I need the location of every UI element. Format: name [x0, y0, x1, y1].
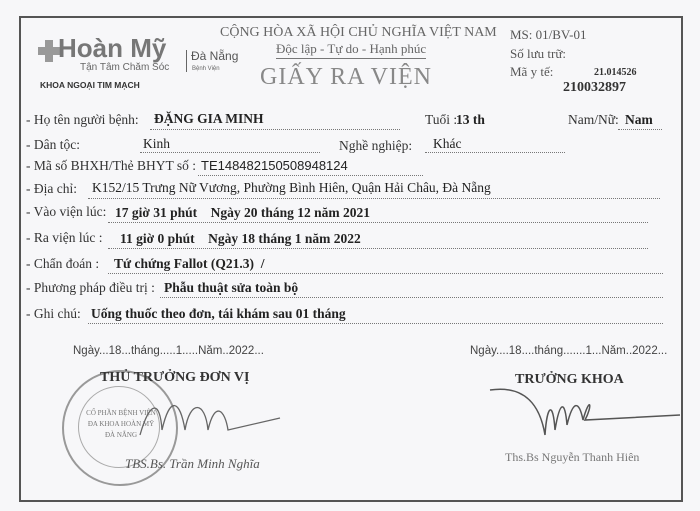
insurance-label: - Mã số BHXH/Thẻ BHYT số : — [26, 158, 196, 173]
sex-label: Nam/Nữ: — [568, 112, 619, 127]
medical-code-1: 21.014526 — [594, 67, 637, 78]
address-label: - Địa chỉ: — [26, 181, 77, 196]
cross-icon — [38, 40, 60, 62]
discharge-time: 11 giờ 0 phút Ngày 18 tháng 1 năm 2022 — [120, 231, 361, 246]
address: K152/15 Trưng Nữ Vương, Phường Bình Hiên, Quận Hải Châu, Đà Nẵng — [92, 180, 491, 195]
right-signature — [485, 385, 685, 445]
admit-label: - Vào viện lúc: — [26, 204, 107, 219]
patient-age: 13 th — [456, 112, 485, 127]
left-title: THỦ TRƯỞNG ĐƠN VỊ — [100, 370, 250, 385]
treatment: Phẫu thuật sửa toàn bộ — [164, 280, 299, 295]
note-label: - Ghi chú: — [26, 306, 81, 321]
document-title: GIẤY RA VIỆN — [260, 64, 432, 90]
right-title: TRƯỞNG KHOA — [515, 372, 624, 387]
logo-brand: Hoàn Mỹ — [58, 33, 167, 63]
logo-tagline: Tận Tâm Chăm Sóc — [80, 62, 170, 73]
left-signature — [130, 390, 290, 450]
patient-name: ĐẶNG GIA MINH — [154, 111, 264, 126]
job-label: Nghề nghiệp: — [339, 138, 413, 153]
department: KHOA NGOẠI TIM MẠCH — [40, 80, 140, 90]
ethnicity-label: - Dân tộc: — [26, 137, 80, 152]
discharge-label: - Ra viện lúc : — [26, 230, 103, 245]
medical-code-label: Mã y tế: — [510, 64, 554, 79]
right-signer-name: Ths.Bs Nguyễn Thanh Hiên — [505, 450, 640, 464]
patient-sex: Nam — [625, 112, 653, 127]
job: Khác — [433, 136, 462, 151]
right-date: Ngày....18....tháng.......1...Năm..2022... — [470, 345, 668, 357]
diagnosis: Tứ chứng Fallot (Q21.3) / — [114, 256, 265, 271]
ethnicity: Kinh — [143, 136, 170, 151]
admit-time: 17 giờ 31 phút Ngày 20 tháng 12 năm 2021 — [115, 205, 371, 220]
left-date: Ngày...18...tháng.....1.....Năm..2022... — [73, 345, 264, 357]
archive-label: Số lưu trữ: — [510, 46, 566, 61]
stamp-text: CỔ PHẦN BỆNH VIỆN ĐA KHOA HOÀN MỸ ĐÀ NẴNG — [86, 409, 156, 439]
logo-sub: Bệnh Viện — [192, 66, 220, 72]
age-label: Tuổi : — [425, 112, 458, 127]
treatment-label: - Phương pháp điều trị : — [26, 280, 155, 295]
motto: Độc lập - Tự do - Hạnh phúc — [276, 41, 426, 59]
note: Uống thuốc theo đơn, tái khám sau 01 tháng — [91, 306, 346, 321]
logo-city: Đà Nẵng — [191, 49, 239, 63]
name-label: - Họ tên người bệnh: — [26, 112, 139, 127]
insurance-number: TE1484821505089481​24 — [201, 158, 348, 173]
left-signer-name: TBS.Bs. Trần Minh Nghĩa — [125, 456, 260, 471]
medical-code-2: 210032897 — [563, 80, 626, 95]
diagnosis-label: - Chẩn đoán : — [26, 256, 100, 271]
nation-header: CỘNG HÒA XÃ HỘI CHỦ NGHĨA VIỆT NAM — [220, 25, 497, 40]
form-code: MS: 01/BV-01 — [510, 27, 587, 42]
